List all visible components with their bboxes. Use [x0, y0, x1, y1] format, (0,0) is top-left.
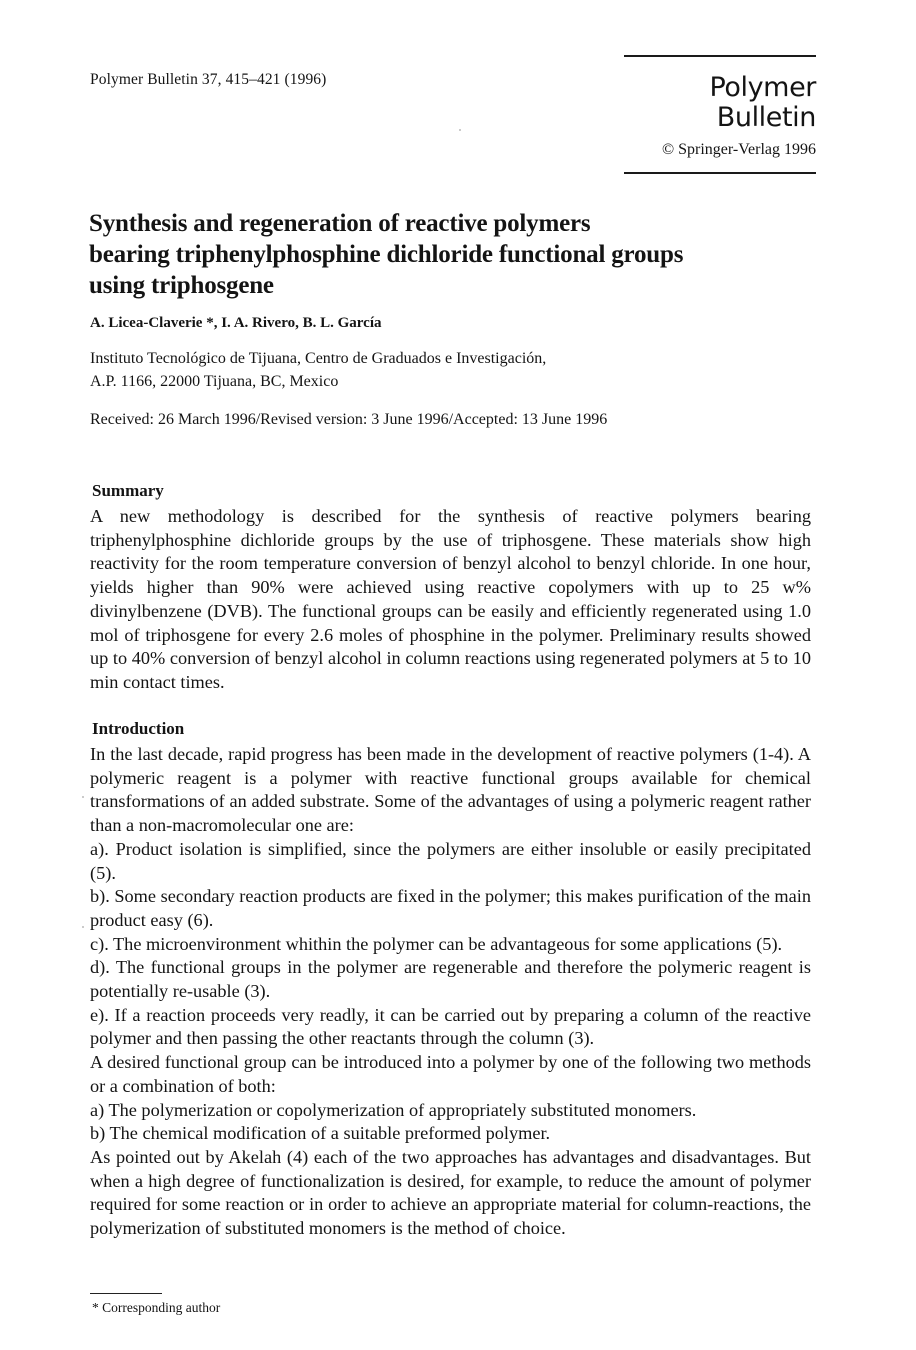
scan-speck — [459, 129, 461, 131]
affiliation — [90, 347, 546, 393]
copyright-notice: © Springer-Verlag 1996 — [661, 141, 816, 158]
summary-heading: Summary — [92, 481, 164, 500]
intro-list-item: b) The chemical modification of a suitable preformed polymer. — [90, 1123, 551, 1144]
paper-title — [89, 208, 829, 301]
title-line: bearing triphenylphosphine dichloride functional groups — [89, 241, 684, 268]
author-list: A. Licea-Claverie *, I. A. Rivero, B. L. García — [90, 315, 382, 331]
affiliation-line: Instituto Tecnológico de Tijuana, Centro de Graduados e Investigación, — [90, 350, 547, 367]
scan-speck — [82, 796, 84, 798]
journal-masthead — [624, 55, 816, 174]
affiliation-line: A.P. 1166, 22000 Tijuana, BC, Mexico — [90, 373, 339, 390]
summary-text — [90, 505, 811, 695]
intro-list-item: e). If a reaction proceeds very readly, it can be carried out by preparing a column of the reactive polymer and then passing the other reactants through the column (3). — [90, 1004, 811, 1049]
masthead-bottom-rule — [624, 172, 816, 174]
masthead-top-rule — [624, 55, 816, 57]
intro-list-item: a). Product isolation is simplified, since the polymers are either insoluble or easily precipitated (5). — [90, 838, 811, 883]
intro-list-item: d). The functional groups in the polymer are regenerable and therefore the polymeric reagent is potentially re-usable (3). — [90, 957, 811, 1002]
intro-list-item: b). Some secondary reaction products are fixed in the polymer; this makes purification of the main product easy (6). — [90, 886, 811, 930]
intro-list-item: a) The polymerization or copolymerization of appropriately substituted monomers. — [90, 1099, 697, 1120]
footnote: * Corresponding author — [92, 1300, 221, 1315]
introduction-heading: Introduction — [92, 719, 185, 738]
intro-paragraph: A desired functional group can be introduced into a polymer by one of the following two methods or a combination of both: — [90, 1052, 811, 1096]
summary-paragraph: A new methodology is described for the synthesis of reactive polymers bearing triphenylphosphine dichloride groups by the use of triphosgene. These materials show high reactivity for the room temperature conversion of benzyl alcohol to benzyl chloride. In one hour, yields higher than 90% were achieved using reactive copolymers with up to 25 w% divinylbenzene (DVB). The functional groups can be easily and efficiently regenerated using 1.0 mol of triphosgene for every 2.6 moles of phosphine in the polymer. Preliminary results showed up to 40% conversion of benzyl alcohol in column reactions using regenerated polymers at 5 to 10 min contact times. — [90, 506, 811, 692]
scan-speck — [82, 926, 84, 928]
introduction-text — [90, 743, 811, 1241]
journal-reference: Polymer Bulletin 37, 415–421 (1996) — [90, 71, 327, 88]
intro-paragraph: In the last decade, rapid progress has been made in the development of reactive polymers (1-4). A polymeric reagent is a polymer with reactive functional groups available for chemical transformations of an added substrate. Some of the advantages of using a polymeric reagent rather than a non-macromolecular one are: — [90, 744, 811, 836]
title-line: using triphosgene — [89, 272, 274, 299]
title-line: Synthesis and regeneration of reactive polymers — [89, 210, 591, 237]
received-dates: Received: 26 March 1996/Revised version: 3 June 1996/Accepted: 13 June 1996 — [90, 411, 608, 428]
intro-paragraph: As pointed out by Akelah (4) each of the two approaches has advantages and disadvantages. But when a high degree of functionalization is desired, for example, to reduce the amount of polymer required for some reaction or in order to achieve an appropriate material for column-reactions, the polymerization of substituted monomers is the method of choice. — [90, 1146, 811, 1239]
journal-name: Polymer Bulletin — [709, 72, 816, 133]
intro-list-item: c). The microenvironment whithin the polymer can be advantageous for some applications (5). — [90, 933, 783, 954]
footnote-rule — [90, 1293, 162, 1294]
